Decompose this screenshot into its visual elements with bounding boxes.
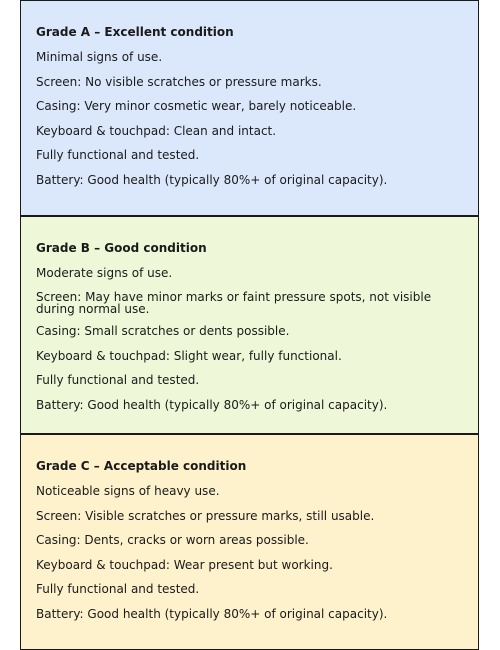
grade-b-line-keyboard: Keyboard & touchpad: Slight wear, fully functional. xyxy=(36,348,342,363)
grade-a-panel xyxy=(20,0,479,217)
grade-c-title: Grade C – Acceptable condition xyxy=(36,459,247,473)
grade-a-line-battery: Battery: Good health (typically 80%+ of original capacity). xyxy=(36,172,388,187)
grade-b-line-functional: Fully functional and tested. xyxy=(36,373,200,387)
grade-c-line-usage: Noticeable signs of heavy use. xyxy=(36,484,220,498)
grade-b-line-usage: Moderate signs of use. xyxy=(36,266,173,280)
grade-a-line-usage: Minimal signs of use. xyxy=(36,50,163,64)
grade-a-title: Grade A – Excellent condition xyxy=(36,25,234,39)
grade-c-line-casing: Casing: Dents, cracks or worn areas possible. xyxy=(36,533,309,547)
grade-b-line-screen: Screen: May have minor marks or faint pressure spots, not visible during normal use. xyxy=(36,289,432,316)
grade-c-panel xyxy=(20,435,479,650)
grade-a-line-keyboard: Keyboard & touchpad: Clean and intact. xyxy=(36,123,277,138)
grade-a-line-casing: Casing: Very minor cosmetic wear, barely noticeable. xyxy=(36,99,357,113)
grade-c-line-keyboard: Keyboard & touchpad: Wear present but working. xyxy=(36,557,333,572)
grade-a-line-screen: Screen: No visible scratches or pressure marks. xyxy=(36,74,322,89)
grade-b-title: Grade B – Good condition xyxy=(36,241,207,255)
grade-b-line-casing: Casing: Small scratches or dents possible. xyxy=(36,324,290,338)
grade-c-line-battery: Battery: Good health (typically 80%+ of original capacity). xyxy=(36,606,388,621)
grade-descriptions xyxy=(20,0,479,650)
grade-c-line-screen: Screen: Visible scratches or pressure marks, still usable. xyxy=(36,508,375,523)
grade-b-line-battery: Battery: Good health (typically 80%+ of original capacity). xyxy=(36,397,388,412)
grade-a-line-functional: Fully functional and tested. xyxy=(36,148,200,162)
grade-b-panel xyxy=(20,217,479,435)
grade-c-line-functional: Fully functional and tested. xyxy=(36,582,200,596)
